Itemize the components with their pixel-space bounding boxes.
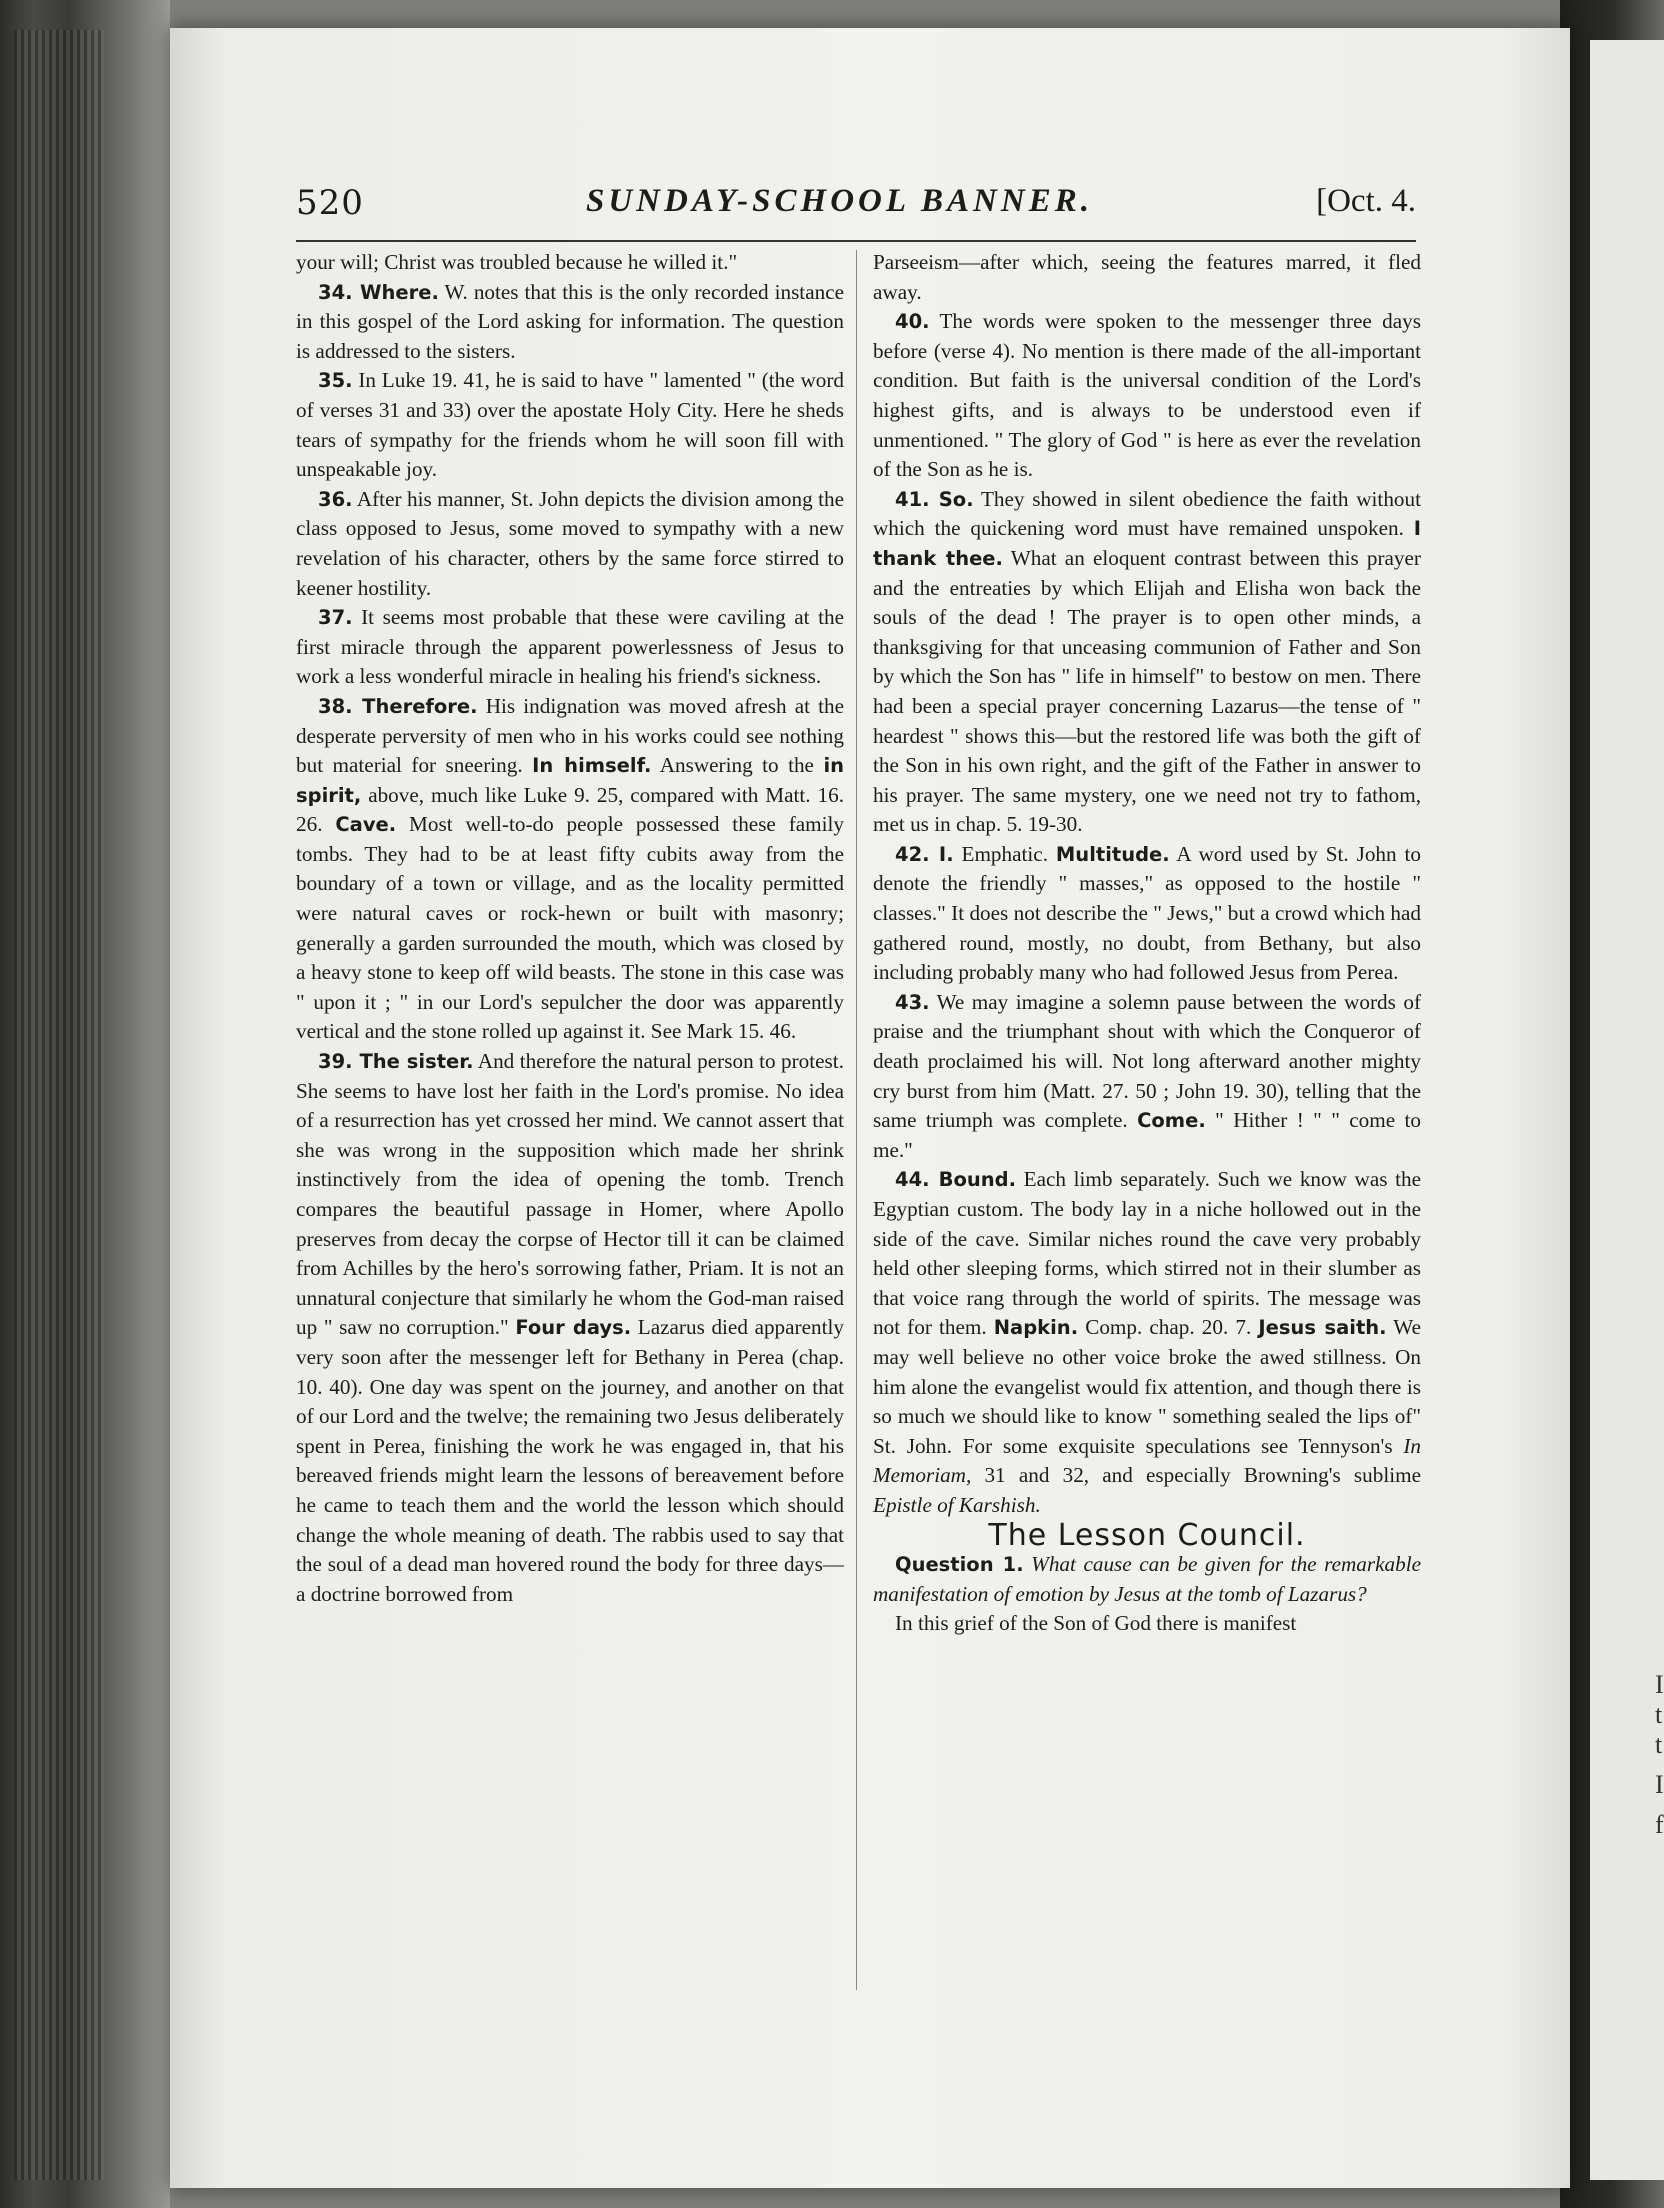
bold-lemma: 39. The sister. [318, 1050, 474, 1074]
text-run: A word used by St. John to denote the friendly " masses," as opposed to the hostile " classes." It does not describe the " Jews," but a crowd which had gathered round, mostly, no doubt, from Bethany, but also including probably many who had followed Jesus from Perea. [873, 841, 1421, 985]
paragraph [296, 485, 844, 603]
question-paragraph [873, 1550, 1421, 1609]
right-column [873, 248, 1421, 1639]
text-run: Answering to the [651, 753, 824, 778]
bold-lemma: 36. [318, 487, 353, 511]
paragraph [873, 307, 1421, 485]
facing-page-letter: t [1655, 1730, 1663, 1759]
page-number: 520 [296, 183, 364, 223]
text-run: The words were spoken to the messenger three days before (verse 4). No mention is there made of the all-important condition. But faith is the universal condition of the Lord's highest gifts, and is always to be understood even if unmentioned. " The glory of God " is here as ever the revelation of the Son as he is. [873, 309, 1421, 482]
text-run: In Luke 19. 41, he is said to have " lamented " (the word of verses 31 and 33) over the apostate Holy City. Here he sheds tears of sympathy for the friends whom he will soon fill with unspeakable joy. [296, 368, 844, 482]
page-header [296, 183, 1416, 239]
right-column-paragraphs [873, 248, 1421, 1521]
text-run: " Hither ! " " come to me." [873, 1108, 1421, 1162]
bold-lemma: 34. Where. [318, 280, 439, 304]
bold-lemma: in spirit, [296, 754, 845, 807]
book-spine [0, 0, 170, 2208]
text-run: Each limb separately. Such we know was the Egyptian custom. The body lay in a niche hollowed out in the side of the cave. Similar niches round the cave very probably held other sleeping forms, which stirred not in their slumber as that voice rang through the world of spirits. The message was not for them. [873, 1167, 1421, 1340]
bold-lemma: 44. Bound. [895, 1168, 1017, 1192]
italic-title: Epistle of Karshish. [873, 1492, 1041, 1517]
text-run: above, much like Luke 9. 25, compared with Matt. 16. 26. [296, 782, 844, 837]
issue-date: [Oct. 4. [1316, 183, 1416, 219]
bold-lemma: 35. [318, 369, 353, 393]
facing-page-letter: I [1655, 1770, 1664, 1799]
bold-lemma: 37. [318, 606, 353, 630]
italic-title: In Memoriam, [873, 1433, 1421, 1488]
bold-lemma: Cave. [335, 813, 397, 837]
text-run: We may well believe no other voice broke the awed stillness. On him alone the evangelist would fix attention, and though there is so much we should like to know " something sealed the lips of" St. John. For some exquisite speculations see Tennyson's [873, 1315, 1421, 1458]
text-run: And therefore the natural person to protest. She seems to have lost her faith in the Lord's promise. No idea of a resurrection has yet crossed her mind. We cannot assert that she was wrong in the supposition which made her shrink instinctively from the idea of opening the tomb. Trench compares the beautiful passage in Homer, where Apollo preserves from decay the corpse of Hector till it can be claimed from Achilles by the hero's sorrowing father, Priam. It is not an unnatural conjecture that similarly he whom the God-man raised up " saw no corruption." [296, 1049, 844, 1340]
section-title: The Lesson Council. [988, 1517, 1306, 1553]
text-run: Emphatic. [953, 841, 1056, 866]
column-divider [856, 250, 857, 1990]
facing-page-letter: t [1655, 1700, 1663, 1729]
bold-lemma: In himself. [532, 754, 652, 778]
header-rule [296, 240, 1416, 242]
bold-lemma: 41. So. [895, 487, 974, 511]
paragraph [296, 1047, 844, 1609]
paragraph [873, 248, 1421, 307]
text-run: 31 and 32, and especially Browning's sublime [971, 1463, 1421, 1488]
bold-lemma: 42. I. [895, 842, 954, 866]
text-run: Comp. chap. 20. 7. [1078, 1315, 1259, 1340]
facing-page-letter: f [1655, 1810, 1664, 1839]
bold-lemma: 40. [895, 310, 930, 334]
paragraph [296, 278, 844, 367]
bold-lemma: Multitude. [1055, 842, 1170, 866]
paragraph [873, 988, 1421, 1166]
bold-lemma: I thank thee. [873, 517, 1421, 570]
question-label: Question 1. [895, 1553, 1024, 1577]
text-run: Parseeism—after which, seeing the features marred, it fled away. [873, 250, 1421, 304]
running-title: SUNDAY-SCHOOL BANNER. [586, 183, 1093, 219]
text-run: His indignation was moved afresh at the desperate perversity of men who in his works could see nothing but material for sneering. [296, 693, 845, 778]
question-text: What cause can be given for the remarkable manifestation of emotion by Jesus at the tomb of Lazarus? [873, 1552, 1422, 1606]
bold-lemma: Four days. [515, 1316, 632, 1340]
facing-page-edge [1590, 40, 1664, 2180]
text-run: After his manner, St. John depicts the division among the class opposed to Jesus, some moved to sympathy with a new revelation of his character, others by the same force stirred to keener hostility. [296, 486, 844, 600]
text-run: It seems most probable that these were caviling at the first miracle through the apparent powerlessness of Jesus to work a less wonderful miracle in healing his friend's sickness. [296, 605, 844, 689]
text-run: W. notes that this is the only recorded instance in this gospel of the Lord asking for information. The question is addressed to the sisters. [296, 279, 845, 363]
left-column [296, 248, 844, 1609]
facing-page-letter: I [1655, 1670, 1664, 1699]
bold-lemma: 43. [895, 990, 930, 1014]
paragraph [873, 840, 1421, 988]
text-run: They showed in silent obedience the faith without which the quickening word must have remained unspoken. [873, 486, 1421, 541]
paragraph [873, 1165, 1421, 1520]
text-run: Most well-to-do people possessed these family tombs. They had to be at least fifty cubits away from the boundary of a town or village, and as the locality permitted were natural caves or rock-hewn or built with masonry; generally a garden surrounded the mouth, which was closed by a heavy stone to keep off wild beasts. The stone in this case was " upon it ; " in our Lord's sepulcher the door was apparently vertical and the stone rolled up against it. See Mark 15. 46. [296, 812, 844, 1044]
paragraph [296, 692, 844, 1047]
paragraph [296, 366, 844, 484]
text-run: What an eloquent contrast between this prayer and the entreaties by which Elijah and Elisha won back the souls of the dead ! The prayer is to open other minds, a thanksgiving for that unceasing communion of Father and Son by which the Son has " life in himself" to bestow on men. There had been a special prayer concerning Lazarus—the tense of " heardest " shows this—but the restored life was both the gift of the Son in his own right, and the gift of the Father in answer to his prayer. The same mystery, one we need not try to fathom, met us in chap. 5. 19-30. [873, 545, 1421, 837]
text-run: We may imagine a solemn pause between the words of praise and the triumphant shout with which the Conqueror of death proclaimed his will. Not long afterward another mighty cry burst from him (Matt. 27. 50 ; John 19. 30), telling that the same triumph was complete. [873, 989, 1421, 1133]
paragraph [296, 603, 844, 692]
bold-lemma: Jesus saith. [1258, 1316, 1387, 1340]
bold-lemma: Come. [1137, 1109, 1206, 1133]
paragraph [296, 248, 844, 278]
paragraph [873, 485, 1421, 840]
text-run: Lazarus died apparently very soon after the messenger left for Bethany in Perea (chap. 10. 40). One day was spent on the journey, and another on that of our Lord and the twelve; the remaining two Jesus deliberately spent in Perea, finishing the work he was engaged in, that his bereaved friends might learn the lessons of bereavement before he came to teach them and the world the lesson which should change the whole meaning of death. The rabbis used to say that the soul of a dead man hovered round the body for three days—a doctrine borrowed from [296, 1315, 844, 1606]
bold-lemma: Napkin. [993, 1316, 1079, 1340]
answer-paragraph: In this grief of the Son of God there is manifest [895, 1611, 1297, 1636]
text-run: your will; Christ was troubled because he willed it." [296, 250, 738, 274]
bold-lemma: 38. Therefore. [318, 694, 478, 718]
